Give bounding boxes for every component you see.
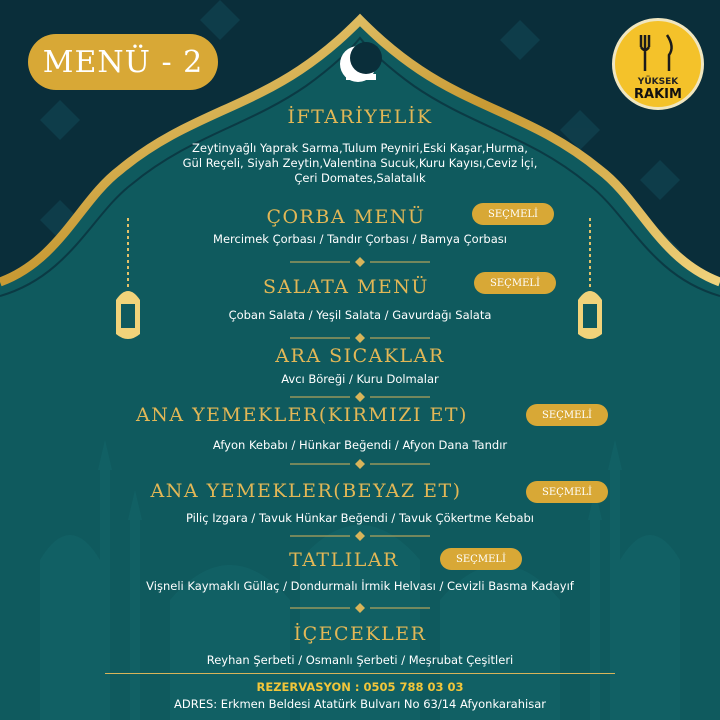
logo-line2: RAKIM — [634, 87, 682, 102]
select-badge-tatlilar: SEÇMELİ — [440, 548, 522, 570]
divider-ornament — [290, 531, 430, 541]
list-item: Vişneli Kaymaklı Güllaç / Dondurmalı İrmik Helvası / Cevizli Basma Kadayıf — [146, 579, 574, 593]
divider-ornament — [290, 459, 430, 469]
section-title-kirmizi-et: ANA YEMEKLER(KIRMIZI ET) — [136, 404, 468, 426]
section-title-iftariyelik: İFTARİYELİK — [287, 106, 433, 128]
select-badge-kirmizi-et: SEÇMELİ — [526, 404, 608, 426]
section-title-corba: ÇORBA MENÜ — [266, 206, 426, 228]
select-badge-salata: SEÇMELİ — [474, 272, 556, 294]
divider-ornament — [290, 333, 430, 343]
list-item: Reyhan Şerbeti / Osmanlı Şerbeti / Meşrubat Çeşitleri — [206, 653, 514, 667]
select-badge-corba: SEÇMELİ — [472, 203, 554, 225]
list-item: Zeytinyağlı Yaprak Sarma,Tulum Peyniri,Eski Kaşar,Hurma, — [192, 141, 528, 155]
section-title-tatlilar: TATLILAR — [289, 549, 399, 571]
divider-ornament — [290, 392, 430, 402]
list-item: Çoban Salata / Yeşil Salata / Gavurdağı Salata — [228, 308, 492, 322]
section-title-salata: SALATA MENÜ — [263, 276, 429, 298]
list-item: Çeri Domates,Salatalık — [294, 171, 426, 185]
list-item: Avcı Böreği / Kuru Dolmalar — [281, 372, 439, 386]
section-items-iftariyelik — [0, 141, 720, 186]
section-title-ara-sicaklar: ARA SICAKLAR — [275, 345, 445, 367]
divider-ornament — [290, 257, 430, 267]
section-title-icecekler: İÇECEKLER — [293, 623, 427, 645]
select-badge-beyaz-et: SEÇMELİ — [526, 481, 608, 503]
list-item: Mercimek Çorbası / Tandır Çorbası / Bamya Çorbası — [213, 232, 507, 246]
menu-badge: MENÜ - 2 — [28, 34, 218, 90]
brand-logo — [612, 18, 704, 110]
fork-knife-icon — [615, 25, 701, 75]
logo-line1: YÜKSEK — [637, 77, 679, 87]
address-text: ADRES: Erkmen Beldesi Atatürk Bulvarı No 63/14 Afyonkarahisar — [174, 697, 546, 711]
list-item: Afyon Kebabı / Hünkar Beğendi / Afyon Dana Tandır — [212, 438, 508, 452]
reservation-phone: REZERVASYON : 0505 788 03 03 — [256, 680, 464, 694]
list-item: Gül Reçeli, Siyah Zeytin,Valentina Sucuk,Kuru Kayısı,Ceviz İçi, — [182, 156, 538, 170]
divider-ornament — [290, 603, 430, 613]
list-item: Piliç Izgara / Tavuk Hünkar Beğendi / Tavuk Çökertme Kebabı — [185, 511, 534, 525]
footer-divider — [105, 673, 615, 674]
section-title-beyaz-et: ANA YEMEKLER(BEYAZ ET) — [150, 480, 462, 502]
